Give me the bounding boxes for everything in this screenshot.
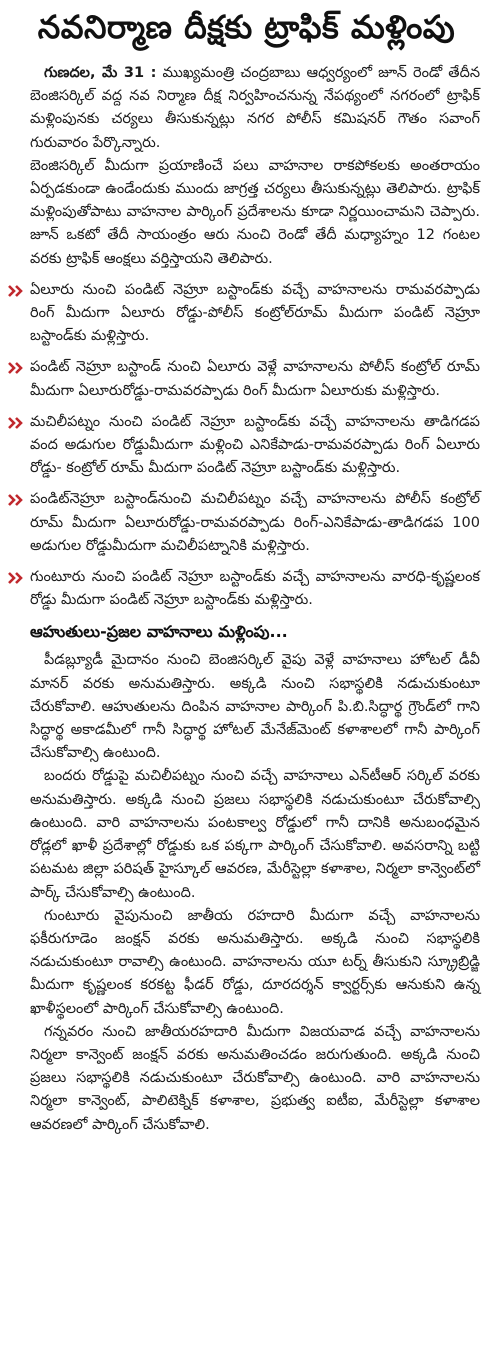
body-paragraph bbox=[30, 765, 480, 904]
bullet-item bbox=[30, 356, 480, 402]
double-chevron-right-icon bbox=[8, 572, 24, 584]
headline: నవనిర్మాణ దీక్షకు ట్రాఫిక్ మళ్లింపు bbox=[37, 8, 456, 46]
double-chevron-right-icon bbox=[8, 362, 24, 374]
bullet-item bbox=[30, 279, 480, 349]
bullet-item bbox=[30, 411, 480, 481]
body-paragraph bbox=[30, 649, 480, 765]
article-body bbox=[30, 62, 480, 1137]
intro-paragraph bbox=[30, 62, 480, 155]
dateline: గుణదల, మే 31 : bbox=[44, 65, 157, 81]
body-text: పీడబ్ల్యూడీ మైదానం నుంచి బెంజిసర్కిల్ వైపు వెళ్లే వాహనాలు హోటల్ డీవీ మానర్ వరకు అనుమతిస్తారు. అక్కడి నుంచి సభాస్థలికి నడుచుకుంటూ చేరుకోవాలి. ఆహుతులను దింపిన వాహనాల పార్కింగ్ పి.బి.సిద్ధార్థ గ్రౌండ్‌లో గాని సిద్ధార్థ అకాడమీలో గానీ సిద్ధార్థ హోటల్ మేనేజ్‌మెంట్ కళాశాలలో గానీ పార్కింగ్ చేసుకోవాల్సి ఉంటుంది. bbox=[30, 652, 480, 762]
double-chevron-right-icon bbox=[8, 285, 24, 297]
bullet-text: మచిలీపట్నం నుంచి పండిట్ నెహ్రూ బస్టాండ్‌కు వచ్చే వాహనాలను తాడిగడప వంద అడుగుల రోడ్డుమీదుగా మళ్లించి ఎనికేపాడు-రామవరప్పాడు రింగ్ ఏలూరు రోడ్డు- కంట్రోల్ రూమ్ మీదుగా పండిట్ నెహ్రూ బస్టాండ్‌కు మళ్లిస్తారు. bbox=[30, 413, 480, 477]
body-text: బందరు రోడ్డుపై మచిలీపట్నం నుంచి వచ్చే వాహనాలు ఎన్‌టీఆర్ సర్కిల్ వరకు అనుమతిస్తారు. అక్కడి నుంచి ప్రజలు సభాస్థలికి నడుచుకుంటూ చేరుకోవాల్సి ఉంటుంది. వారి వాహనాలను పంటకాల్వ రోడ్డులో గానీ దానికి అనుబంధమైన రోడ్లలో ఖాళీ ప్రదేశాల్లో రోడ్డుకు ఒక పక్కగా పార్కింగ్ చేసుకోవాలి. అవసరాన్ని బట్టి పటమట జిల్లా పరిషత్ హైస్కూల్ ఆవరణ, మేరీస్టెల్లా కళాశాల, నిర్మలా కాన్వెంట్‌లో పార్క్ చేసుకోవాల్సి ఉంటుంది. bbox=[30, 768, 480, 901]
bullet-text: ఏలూరు నుంచి పండిట్ నెహ్రూ బస్టాండ్‌కు వచ్చే వాహనాలను రామవరప్పాడు రింగ్ మీదుగా ఏలూరు రోడ్డు-పోలీస్ కంట్రోల్‌రూమ్ మీదుగా పండిట్ నెహ్రూ బస్టాండ్‌కు మళ్లిస్తారు. bbox=[30, 281, 480, 345]
body-paragraph bbox=[30, 1021, 480, 1137]
bullet-text: పండిట్ నెహ్రూ బస్టాండ్ నుంచి ఏలూరు వెళ్లే వాహనాలను పోలీస్ కంట్రోల్ రూమ్ మీదుగా ఏలూరురోడ్డు-రామవరప్పాడు రింగ్ మీదుగా ఏలూరుకు మళ్లిస్తారు. bbox=[30, 359, 480, 399]
double-chevron-right-icon bbox=[8, 494, 24, 506]
intro-text-1: ముఖ్యమంత్రి చంద్రబాబు ఆధ్వర్యంలో జూన్ రెండో తేదీన బెంజిసర్కిల్ వద్ద నవ నిర్మాణ దీక్ష నిర్వహించనున్న నేపథ్యంలో నగరంలో ట్రాఫిక్ మళ్లింపునకు చర్యలు తీసుకున్నట్లు నగర పోలీస్ కమిషనర్ గౌతం సవాంగ్ గురువారం పేర్కొన్నారు. bbox=[30, 65, 480, 151]
body-text: గుంటూరు వైపునుంచి జాతీయ రహదారి మీదుగా వచ్చే వాహనాలను ఫకీరుగూడెం జంక్షన్ వరకు అనుమతిస్తారు. అక్కడి నుంచి సభాస్థలికి నడుచుకుంటూ రావాల్సి ఉంటుంది. వాహనాలను యూ టర్న్ తీసుకుని స్క్రూబ్రిడ్జి మీదుగా కృష్ణలంక కరకట్ట ఫీడర్ రోడ్డు, దూరదర్శన్ క్వార్టర్స్‌కు ఆనుకుని ఉన్న ఖాళీస్థలంలో పార్కింగ్ చేసుకోవాల్సి ఉంటుంది. bbox=[30, 907, 480, 1017]
bullet-item bbox=[30, 566, 480, 612]
subheading: ఆహుతులు-ప్రజల వాహనాలు మళ్లింపు... bbox=[30, 622, 288, 642]
bullet-text: పండిట్‌నెహ్రూ బస్టాండ్‌నుంచి మచిలీపట్నం వచ్చే వాహనాలను పోలీస్ కంట్రోల్ రూమ్ మీదుగా ఏలూరురోడ్డు-రామవరప్పాడు రింగ్-ఎనికేపాడు-తాడిగడప 100 అడుగుల రోడ్డుమీదుగా మచిలీపట్నానికి మళ్లిస్తారు. bbox=[30, 491, 480, 554]
body-paragraph bbox=[30, 905, 480, 1021]
bullet-item bbox=[30, 488, 480, 558]
double-chevron-right-icon bbox=[8, 417, 24, 429]
body-text: గన్నవరం నుంచి జాతీయరహదారి మీదుగా విజయవాడ వచ్చే వాహనాలను నిర్మలా కాన్వెంట్ జంక్షన్ వరకు అనుమతించడం జరుగుతుంది. అక్కడి నుంచి ప్రజలు సభాస్థలికి నడుచుకుంటూ చేరుకోవాల్సి ఉంటుంది. వారి వాహనాలను నిర్మలా కాన్వెంట్, పాలిటెక్నిక్ కళాశాల, ప్రభుత్వ ఐటీఐ, మేరీస్టెల్లా కళాశాల ఆవరణలో పార్కింగ్ చేసుకోవాలి. bbox=[30, 1023, 480, 1133]
intro-paragraph-2: బెంజిసర్కిల్ మీదుగా ప్రయాణించే పలు వాహనాల రాకపోకలకు అంతరాయం ఏర్పడకుండా ఉండేందుకు ముందు జాగ్రత్త చర్యలు తీసుకున్నట్లు తెలిపారు. ట్రాఫిక్ మళ్లింపుతోపాటు వాహనాల పార్కింగ్ ప్రదేశాలను కూడా నిర్ణయించామని చెప్పారు. జూన్ ఒకటో తేదీ సాయంత్రం ఆరు నుంచి రెండో తేదీ మధ్యాహ్నం 12 గంటల వరకు ట్రాఫిక్ ఆంక్షలు వర్తిస్తాయని తెలిపారు. bbox=[30, 157, 480, 267]
bullet-text: గుంటూరు నుంచి పండిట్ నెహ్రూ బస్టాండ్‌కు వచ్చే వాహనాలను వారధి-కృష్ణలంక రోడ్డు మీదుగా పండిట్ నెహ్రూ బస్టాండ్‌కు మళ్లిస్తారు. bbox=[30, 569, 480, 609]
